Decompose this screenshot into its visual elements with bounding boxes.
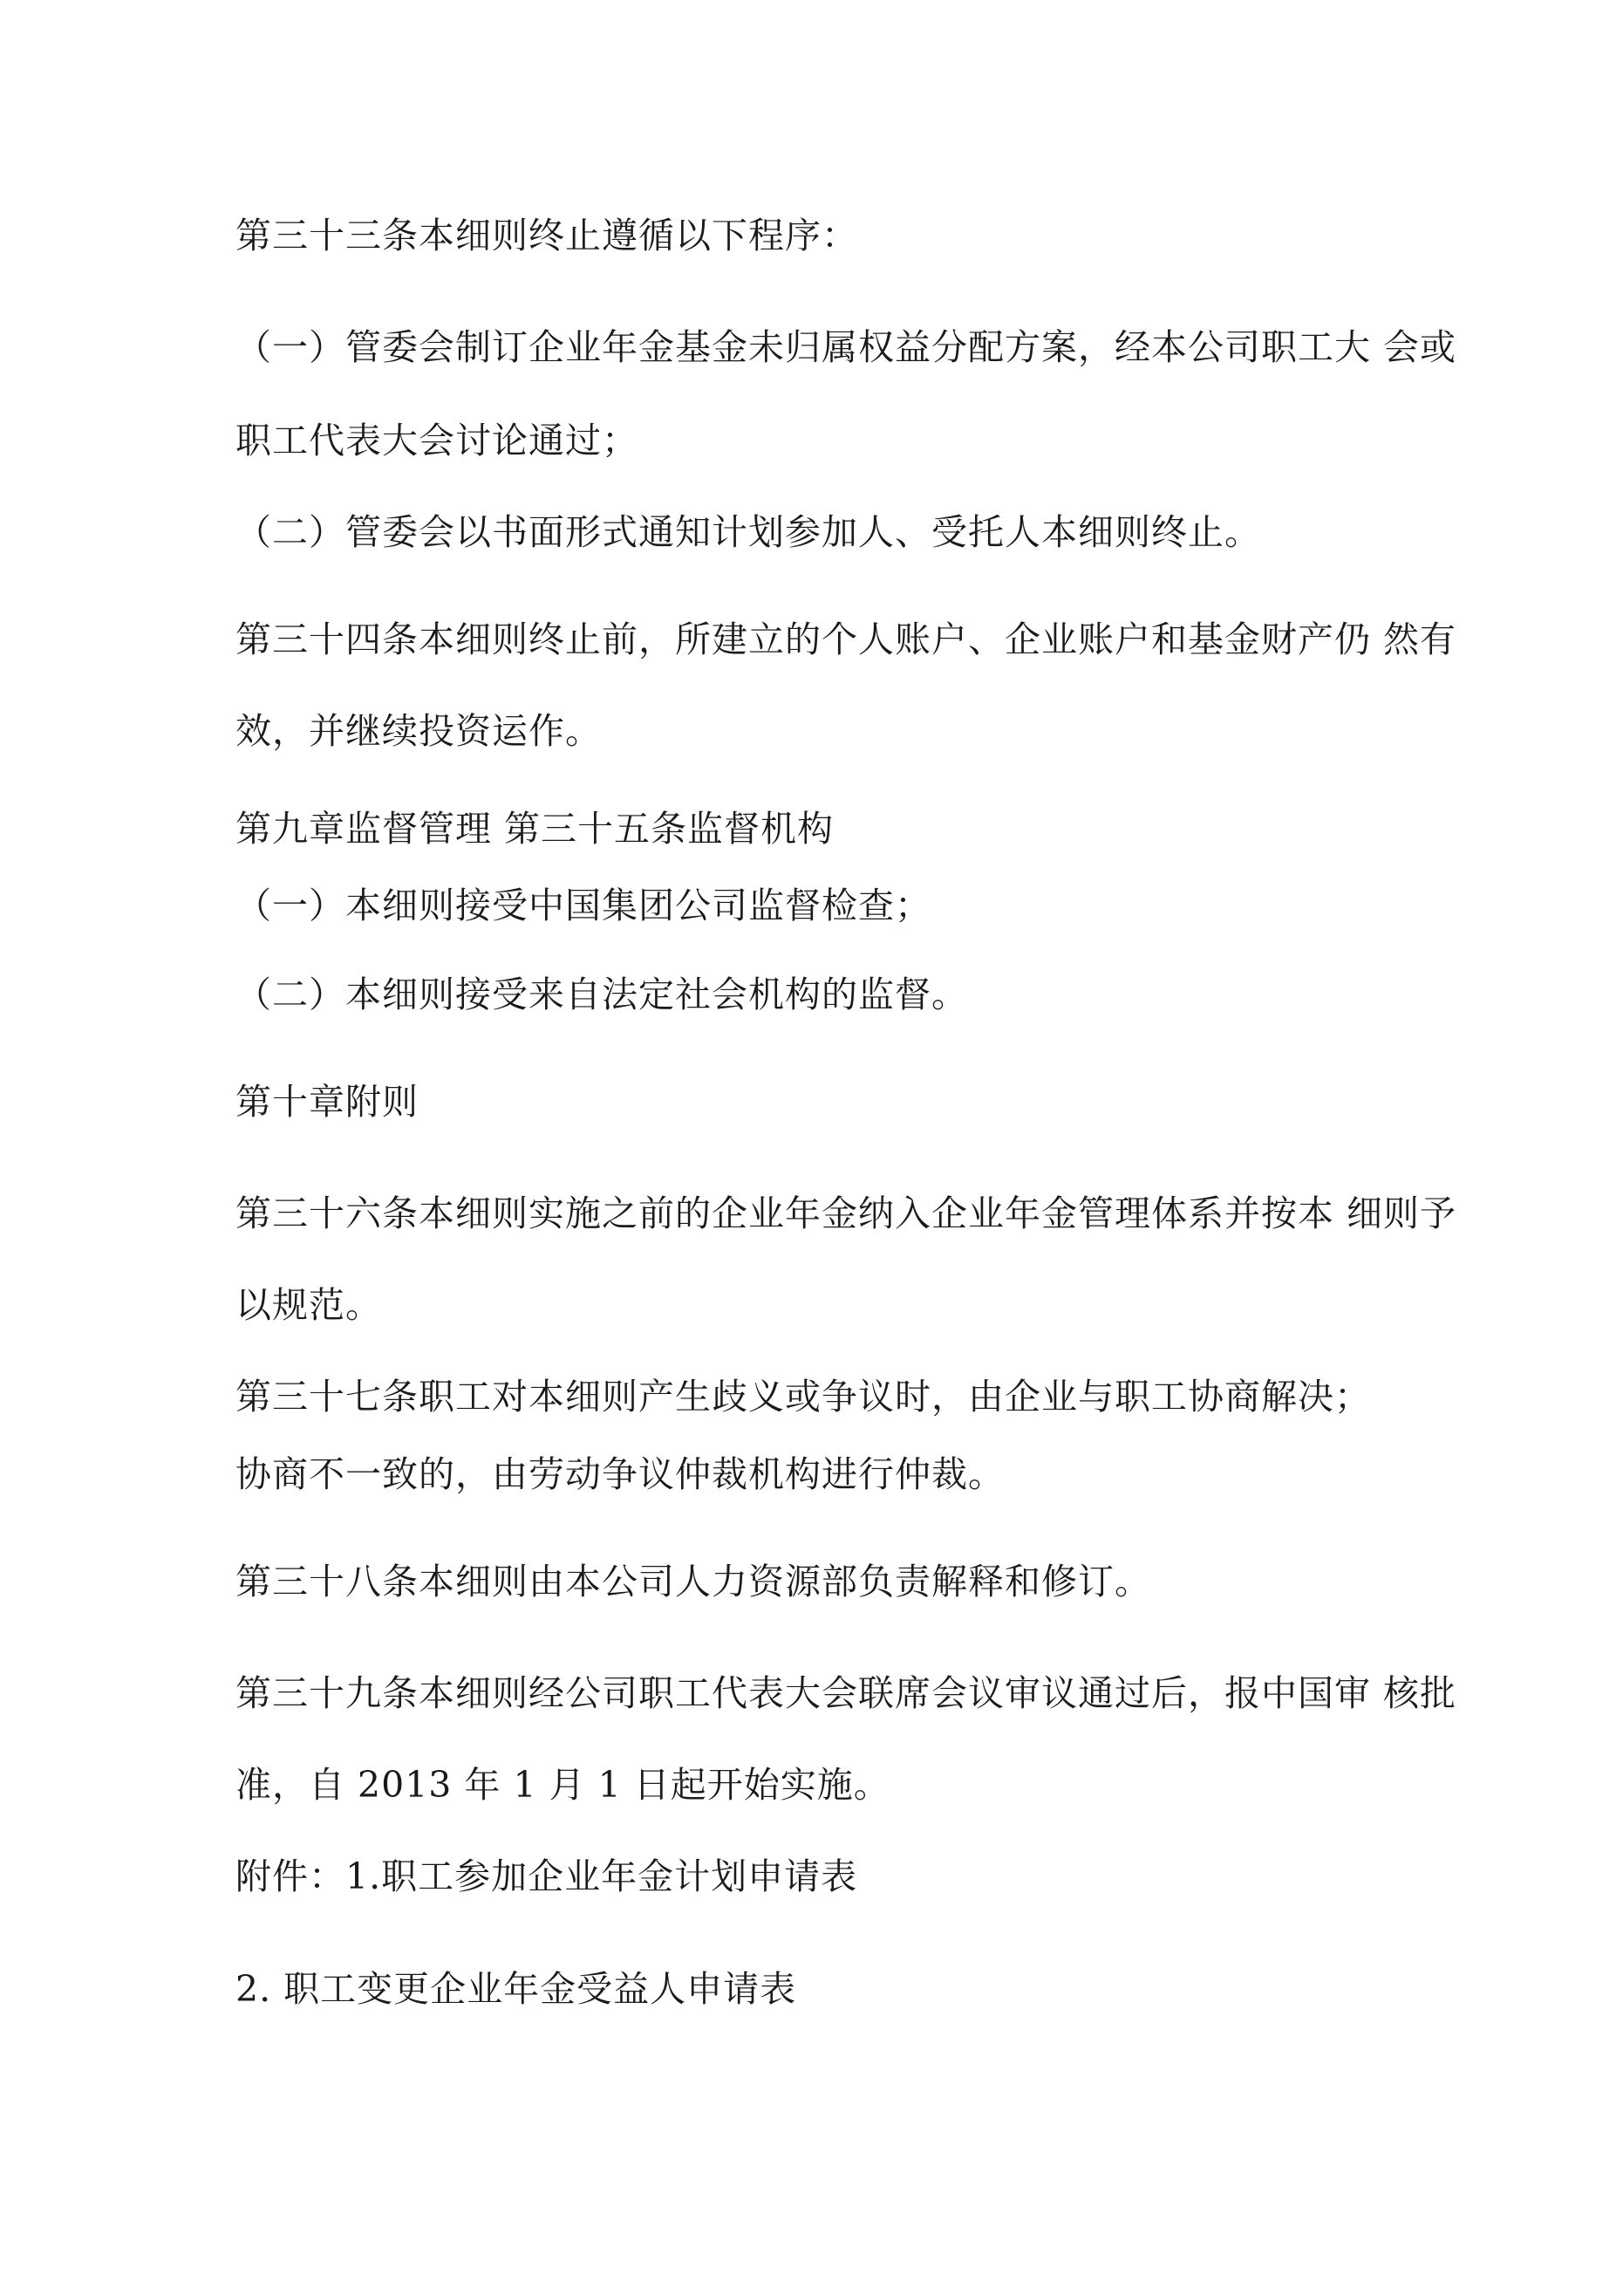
article-33-heading: 第三十三条本细则终止遵循以下程序： <box>235 215 858 256</box>
article-38: 第三十八条本细则由本公司人力资源部负责解释和修订。 <box>235 1561 1151 1602</box>
article-33-item-1-line-1: （一）管委会制订企业年金基金未归属权益分配方案，经本公司职工大 会或 <box>235 326 1457 368</box>
chapter-9-heading: 第九章监督管理 第三十五条监督机构 <box>235 808 835 850</box>
attachment-1: 附件：1.职工参加企业年金计划申请表 <box>235 1855 858 1897</box>
article-39-line-1: 第三十九条本细则经公司职工代表大会联席会议审议通过后，报中国审 核批 <box>235 1672 1457 1714</box>
article-35-item-1: （一）本细则接受中国集团公司监督检查； <box>235 885 931 926</box>
attachment-2: 2. 职工变更企业年金受益人申请表 <box>235 1968 797 2010</box>
article-37-line-2: 协商不一致的，由劳动争议仲裁机构进行仲裁。 <box>235 1453 1005 1495</box>
article-34-line-1: 第三十四条本细则终止前，所建立的个人账户、企业账户和基金财产仍 然有 <box>235 618 1457 660</box>
article-33-item-2: （二）管委会以书面形式通知计划参加人、受托人本细则终止。 <box>235 511 1261 553</box>
article-37-line-1: 第三十七条职工对本细则产生歧义或争议时，由企业与职工协商解决； <box>235 1376 1371 1418</box>
chapter-10-heading: 第十章附则 <box>235 1081 419 1123</box>
article-36-line-1: 第三十六条本细则实施之前的企业年金纳入企业年金管理体系并按本 细则予 <box>235 1192 1457 1234</box>
article-36-line-2: 以规范。 <box>235 1284 382 1326</box>
article-33-item-1-line-2: 职工代表大会讨论通过； <box>235 420 638 461</box>
article-35-item-2: （二）本细则接受来自法定社会机构的监督。 <box>235 974 968 1015</box>
article-34-line-2: 效，并继续投资运作。 <box>235 710 602 752</box>
article-39-line-2: 准，自 2013 年 1 月 1 日起开始实施。 <box>235 1764 890 1806</box>
